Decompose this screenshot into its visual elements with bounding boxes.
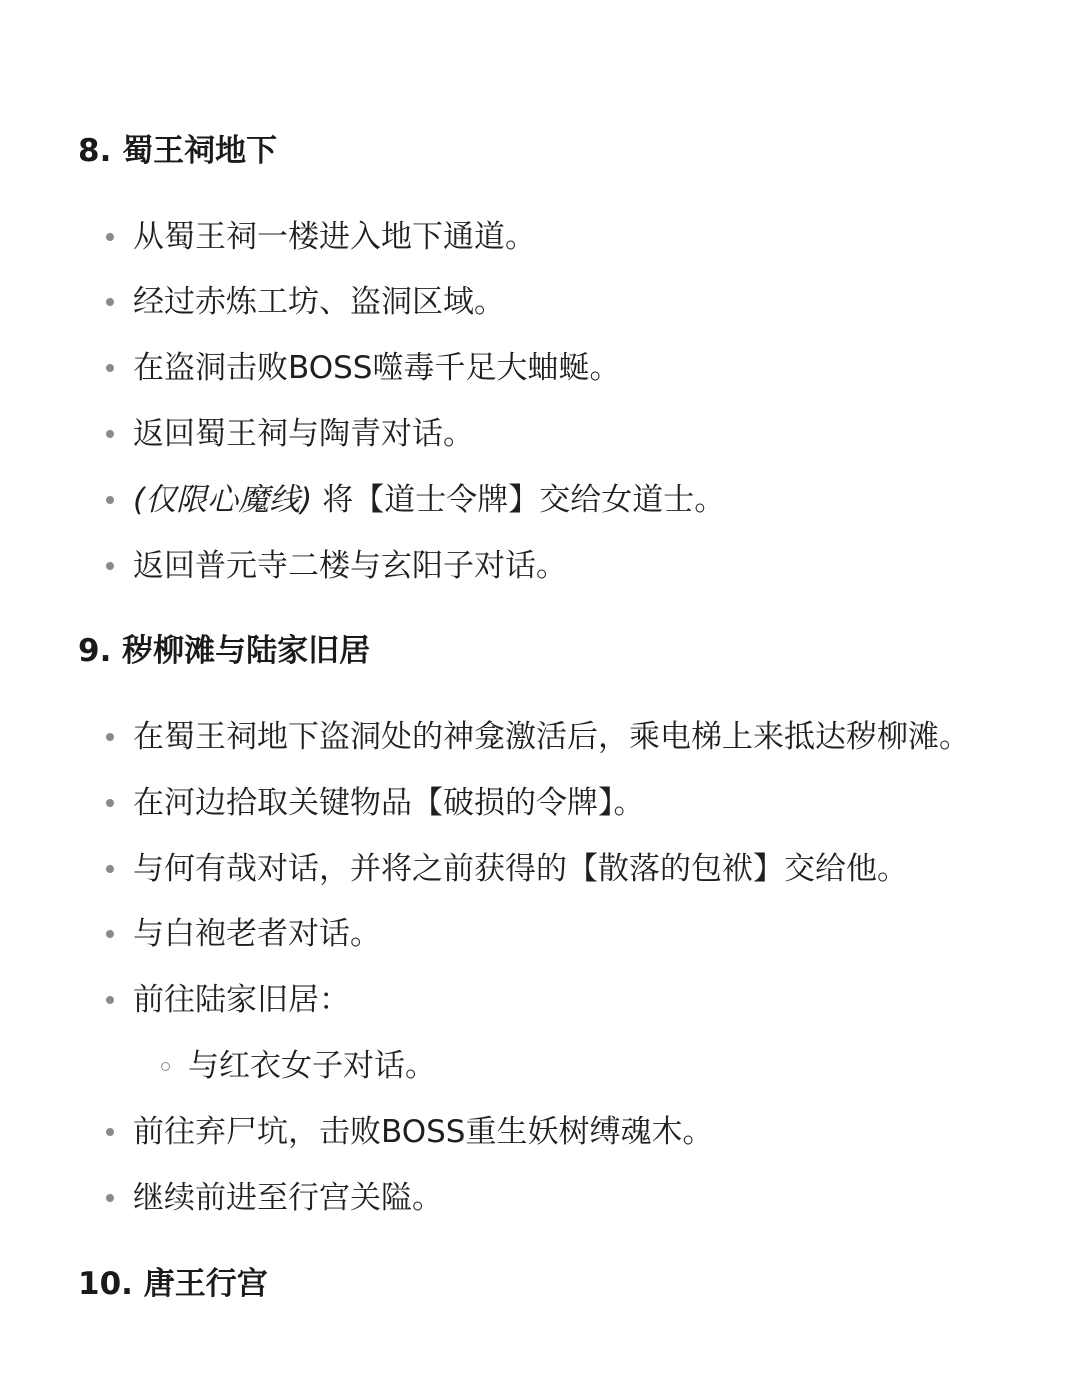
list-item — [106, 282, 505, 322]
list-item-text: 前往陆家旧居： — [133, 982, 350, 1018]
list-item — [106, 717, 970, 757]
list-item-text: 从蜀王祠一楼进入地下通道。 — [133, 219, 536, 255]
list-item — [106, 348, 620, 388]
list-item — [106, 546, 567, 586]
list-item — [106, 480, 725, 520]
hollow-bullet-icon — [161, 1062, 170, 1071]
bullet-icon — [106, 562, 114, 570]
bullet-icon — [106, 799, 114, 807]
list-item — [106, 217, 536, 257]
list-item-text: 在蜀王祠地下盗洞处的神龛激活后，乘电梯上来抵达秽柳滩。 — [133, 719, 970, 755]
bullet-icon — [106, 496, 114, 504]
bullet-icon — [106, 430, 114, 438]
route-note: (仅限心魔线) — [133, 482, 313, 518]
list-item — [106, 914, 381, 954]
bullet-icon — [106, 1194, 114, 1202]
list-item — [106, 980, 350, 1020]
list-item-text: 在河边拾取关键物品【破损的令牌】。 — [133, 785, 645, 821]
list-item — [106, 783, 645, 823]
list-item-text: 经过赤炼工坊、盗洞区域。 — [133, 284, 505, 320]
bullet-icon — [106, 930, 114, 938]
bullet-icon — [106, 1128, 114, 1136]
list-item-text: 与何有哉对话，并将之前获得的【散落的包袱】交给他。 — [133, 851, 908, 887]
bullet-icon — [106, 364, 114, 372]
list-item — [106, 849, 908, 889]
list-item-text: 返回蜀王祠与陶青对话。 — [133, 416, 474, 452]
bullet-icon — [106, 233, 114, 241]
bullet-icon — [106, 865, 114, 873]
list-item-text: 返回普元寺二楼与玄阳子对话。 — [133, 548, 567, 584]
bullet-icon — [106, 298, 114, 306]
bullet-icon — [106, 996, 114, 1004]
section-heading-9: 9. 秽柳滩与陆家旧居 — [78, 633, 371, 669]
list-item-text: 与红衣女子对话。 — [188, 1048, 436, 1084]
list-item-text: 与白袍老者对话。 — [133, 916, 381, 952]
list-item — [106, 1178, 443, 1218]
section-heading-8: 8. 蜀王祠地下 — [78, 133, 278, 169]
list-item-text: 前往弃尸坑，击败BOSS重生妖树缚魂木。 — [133, 1114, 714, 1150]
section-heading-10: 10. 唐王行宫 — [78, 1266, 268, 1302]
sub-list-item — [161, 1046, 436, 1086]
list-item-text: 继续前进至行宫关隘。 — [133, 1180, 443, 1216]
list-item — [106, 1112, 713, 1152]
list-item-text: 在盗洞击败BOSS噬毒千足大蚰蜒。 — [133, 350, 621, 386]
list-item-text: 将【道士令牌】交给女道士。 — [322, 482, 726, 518]
bullet-icon — [106, 733, 114, 741]
list-item — [106, 414, 474, 454]
cut-off-heading-area — [78, 1250, 578, 1302]
